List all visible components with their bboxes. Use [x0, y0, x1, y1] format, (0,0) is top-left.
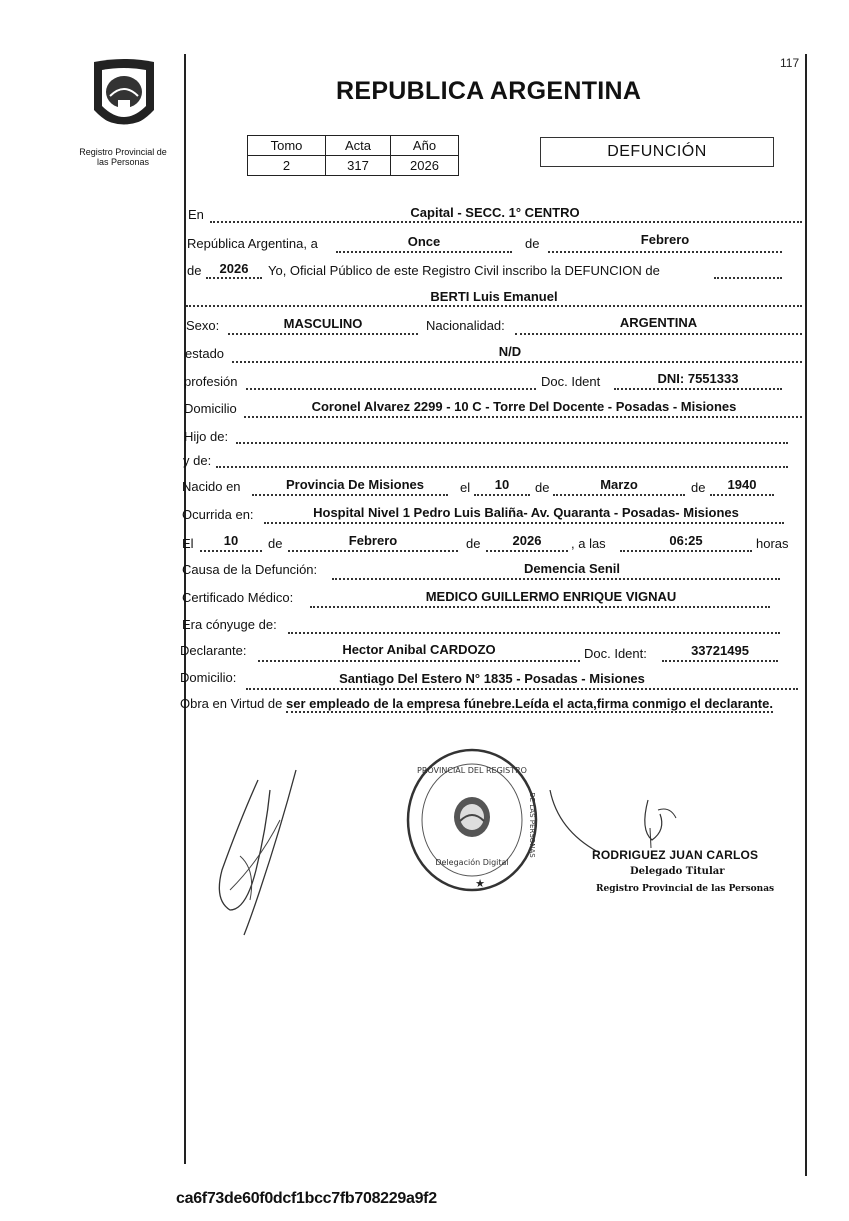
conyuge-line	[288, 632, 780, 634]
causa-value: Demencia Senil	[523, 561, 621, 576]
death-month: Febrero	[348, 533, 398, 548]
stamp-top-text: PROVINCIAL DEL REGISTRO	[417, 766, 527, 775]
day-line	[336, 251, 512, 253]
cert-label: Certificado Médico:	[182, 590, 294, 605]
causa-label: Causa de la Defunción:	[182, 562, 318, 577]
nacido-month-line	[553, 494, 685, 496]
declarante-line	[258, 660, 580, 662]
decl-doc-value: 33721495	[691, 643, 749, 658]
obra-prefix: Obra en Virtud de	[180, 696, 283, 711]
de-label: de	[466, 536, 481, 551]
en-value: Capital - SECC. 1° CENTRO	[410, 205, 580, 220]
declarant-signature	[200, 760, 310, 940]
hijo-label: Hijo de:	[184, 429, 229, 444]
nacido-label: Nacido en	[182, 479, 241, 494]
name-line	[186, 305, 802, 307]
doc-ident-value: DNI: 7551333	[657, 371, 739, 386]
domicilio-value: Coronel Alvarez 2299 - 10 C - Torre Del Docente - Posadas - Misiones	[311, 399, 737, 414]
death-year: 2026	[512, 533, 542, 548]
tomo-header: Tomo	[248, 136, 326, 156]
anio-value: 2026	[391, 156, 459, 176]
estado-value: N/D	[498, 344, 522, 359]
sexo-label: Sexo:	[186, 318, 220, 333]
deceased-name: BERTI Luis Emanuel	[430, 289, 558, 304]
nacido-year: 1940	[727, 477, 757, 492]
de-label: de	[268, 536, 283, 551]
yo-line	[714, 277, 782, 279]
cert-line	[310, 606, 770, 608]
death-day: 10	[223, 533, 239, 548]
domicilio2-value: Santiago Del Estero N° 1835 - Posadas - Misiones	[339, 671, 645, 686]
de-label: de	[525, 236, 540, 251]
document-type-box: DEFUNCIÓN	[540, 137, 774, 167]
en-label: En	[188, 207, 204, 222]
sexo-line	[228, 333, 418, 335]
domicilio2-line	[246, 688, 798, 690]
signatory-role: Delegado Titular	[630, 866, 725, 877]
left-margin-line	[184, 54, 186, 1164]
a-las-label: , a las	[571, 536, 606, 551]
conyuge-label: Era cónyuge de:	[182, 617, 277, 632]
domicilio-line	[244, 416, 802, 418]
profesion-line	[246, 388, 536, 390]
document-hash: ca6f73de60f0dcf1bcc7fb708229a9f2	[176, 1190, 437, 1207]
republica-label: República Argentina, a	[187, 236, 318, 251]
provincial-seal-icon	[88, 58, 160, 140]
cert-value: MEDICO GUILLERMO ENRIQUE VIGNAU	[425, 589, 677, 604]
nacido-day: 10	[494, 477, 510, 492]
anio-header: Año	[391, 136, 459, 156]
estado-label: estado	[185, 346, 225, 361]
ocurrida-line	[264, 522, 784, 524]
right-margin-line	[805, 54, 807, 1176]
signatory-name: RODRIGUEZ JUAN CARLOS	[592, 848, 759, 862]
nacido-line	[252, 494, 448, 496]
obra-paragraph	[180, 695, 798, 712]
sexo-value: MASCULINO	[283, 316, 363, 331]
nacido-value: Provincia De Misiones	[286, 477, 424, 492]
month-value: Febrero	[640, 232, 690, 247]
de-label: de	[535, 480, 550, 495]
y-de-line	[216, 466, 788, 468]
ocurrida-value: Hospital Nivel 1 Pedro Luis Baliña- Av. Quaranta - Posadas- Misiones	[313, 505, 739, 520]
death-time-line	[620, 550, 752, 552]
domicilio-label: Domicilio	[184, 401, 237, 416]
death-time: 06:25	[669, 533, 703, 548]
de-label: de	[691, 480, 706, 495]
tomo-acta-anio-table	[247, 135, 459, 176]
day-word: Once	[407, 234, 441, 249]
ocurrida-label: Ocurrida en:	[182, 507, 254, 522]
death-year-line	[486, 550, 568, 552]
doc-ident-line	[614, 388, 782, 390]
month-line	[548, 251, 782, 253]
signatory-office: Registro Provincial de las Personas	[596, 884, 775, 894]
nacionalidad-label: Nacionalidad:	[426, 318, 505, 333]
registro-label: Registro Provincial de las Personas	[79, 147, 167, 167]
el-label: el	[460, 480, 471, 495]
y-de-label: y de:	[183, 453, 212, 468]
page-number: 117	[780, 56, 800, 70]
declarante-value: Hector Anibal CARDOZO	[342, 642, 496, 657]
death-day-line	[200, 550, 262, 552]
nacionalidad-value: ARGENTINA	[619, 315, 698, 330]
profesion-label: profesión	[184, 374, 238, 389]
doc-ident-label: Doc. Ident	[541, 374, 601, 389]
en-line	[210, 221, 802, 223]
acta-header: Acta	[326, 136, 391, 156]
year-value: 2026	[219, 261, 249, 276]
death-month-line	[288, 550, 458, 552]
nacido-month: Marzo	[600, 477, 638, 492]
stamp-bottom-text: Delegación Digital	[435, 858, 509, 867]
page-title: REPUBLICA ARGENTINA	[336, 77, 642, 105]
declarante-label: Declarante:	[180, 643, 247, 658]
de-label: de	[187, 263, 202, 278]
nacionalidad-line	[515, 333, 802, 335]
el2-label: El	[182, 536, 194, 551]
nacido-day-line	[474, 494, 530, 496]
yo-text: Yo, Oficial Público de este Registro Civil inscribo la DEFUNCION de	[268, 263, 660, 278]
official-stamp	[402, 745, 542, 895]
domicilio2-label: Domicilio:	[180, 670, 237, 685]
obra-value: ser empleado de la empresa fúnebre.Leída el acta,firma conmigo el declarante.	[286, 696, 773, 711]
tomo-value: 2	[248, 156, 326, 176]
stamp-right-text: DE LAS PERSONAS	[528, 792, 536, 858]
decl-doc-label: Doc. Ident:	[584, 646, 647, 661]
acta-value: 317	[326, 156, 391, 176]
hijo-line	[236, 442, 788, 444]
star-icon: ★	[475, 878, 485, 890]
estado-line	[232, 361, 802, 363]
decl-doc-line	[662, 660, 778, 662]
causa-line	[332, 578, 780, 580]
nacido-year-line	[710, 494, 774, 496]
year-line	[206, 277, 262, 279]
horas-label: horas	[756, 536, 789, 551]
